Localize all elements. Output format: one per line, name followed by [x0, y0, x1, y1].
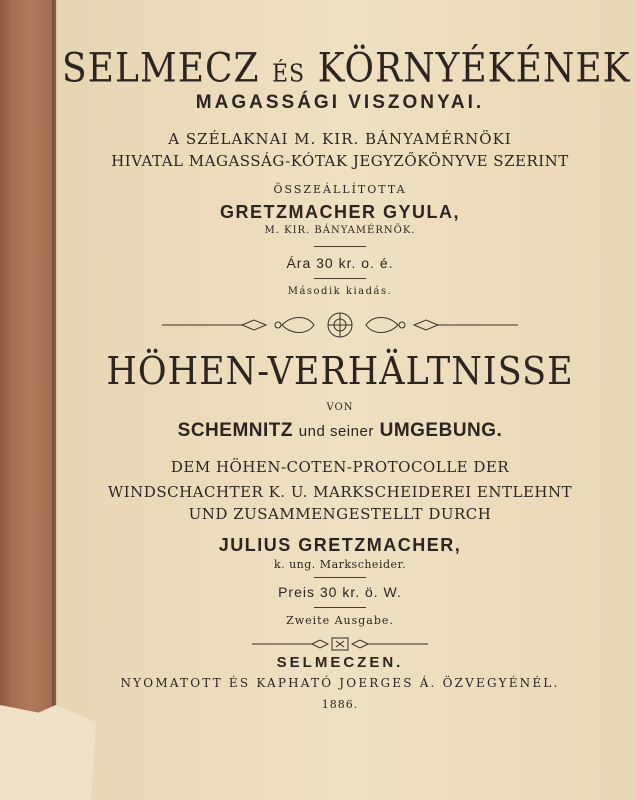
- german-title: HÖHEN-VERHÄLTNISSE: [106, 350, 574, 394]
- hungarian-price: Ára 30 kr. o. é.: [286, 255, 394, 271]
- german-author: JULIUS GRETZMACHER,: [218, 535, 462, 555]
- german-place: [62, 420, 618, 442]
- german-von: VON: [326, 402, 354, 413]
- german-price: Preis 30 kr. ö. W.: [278, 584, 402, 600]
- ornament-divider: [162, 310, 518, 340]
- divider-rule: [314, 607, 366, 608]
- hungarian-author: GRETZMACHER GYULA,: [220, 202, 460, 222]
- german-description-line-2: WINDSCHACHTER K. U. MARKSCHEIDEREI ENTLEHNT: [107, 483, 573, 501]
- hungarian-edition: Második kiadás.: [287, 286, 393, 297]
- divider-rule: [314, 577, 366, 578]
- german-author-role: k. ung. Markscheider.: [273, 558, 407, 571]
- spine-shadow: [52, 0, 58, 800]
- hungarian-compiled-by: ÖSSZEÁLLÍTOTTA: [273, 183, 407, 196]
- hungarian-title-conjunction: ÉS: [272, 60, 306, 89]
- print-place: SELMECZEN.: [276, 654, 404, 671]
- hungarian-title-part-b: KÖRNYÉKÉNEK: [317, 45, 631, 92]
- hungarian-subtitle: MAGASSÁGI VISZONYAI.: [195, 92, 485, 113]
- german-edition: Zweite Ausgabe.: [286, 614, 394, 627]
- torn-corner: [0, 705, 96, 800]
- small-ornament-divider: [252, 635, 428, 653]
- hungarian-description-line-1: A SZÉLAKNAI M. KIR. BÁNYAMÉRNÖKI: [168, 130, 512, 148]
- hungarian-author-role: M. KIR. BÁNYAMÉRNÖK.: [264, 225, 416, 236]
- german-place-a: SCHEMNITZ: [177, 420, 293, 441]
- german-place-b: UMGEBUNG.: [379, 420, 503, 441]
- publication-year: 1886.: [321, 698, 359, 711]
- printer-line: NYOMATOTT ÉS KAPHATÓ JOERGES Á. ÖZVEGYÉNÉL.: [120, 676, 560, 690]
- german-description-line-1: DEM HÖHEN-COTEN-PROTOCOLLE DER: [170, 458, 510, 476]
- hungarian-title: [62, 45, 631, 92]
- hungarian-title-part-a: SELMECZ: [62, 45, 260, 92]
- hungarian-description-line-2: HIVATAL MAGASSÁG-KÓTAK JEGYZŐKÖNYVE SZERINT: [111, 152, 569, 170]
- german-description-line-3: UND ZUSAMMENGESTELLT DURCH: [188, 505, 492, 523]
- divider-rule: [314, 278, 366, 279]
- divider-rule: [314, 246, 366, 247]
- book-spine: [0, 0, 56, 800]
- german-place-mid: und seiner: [298, 423, 374, 440]
